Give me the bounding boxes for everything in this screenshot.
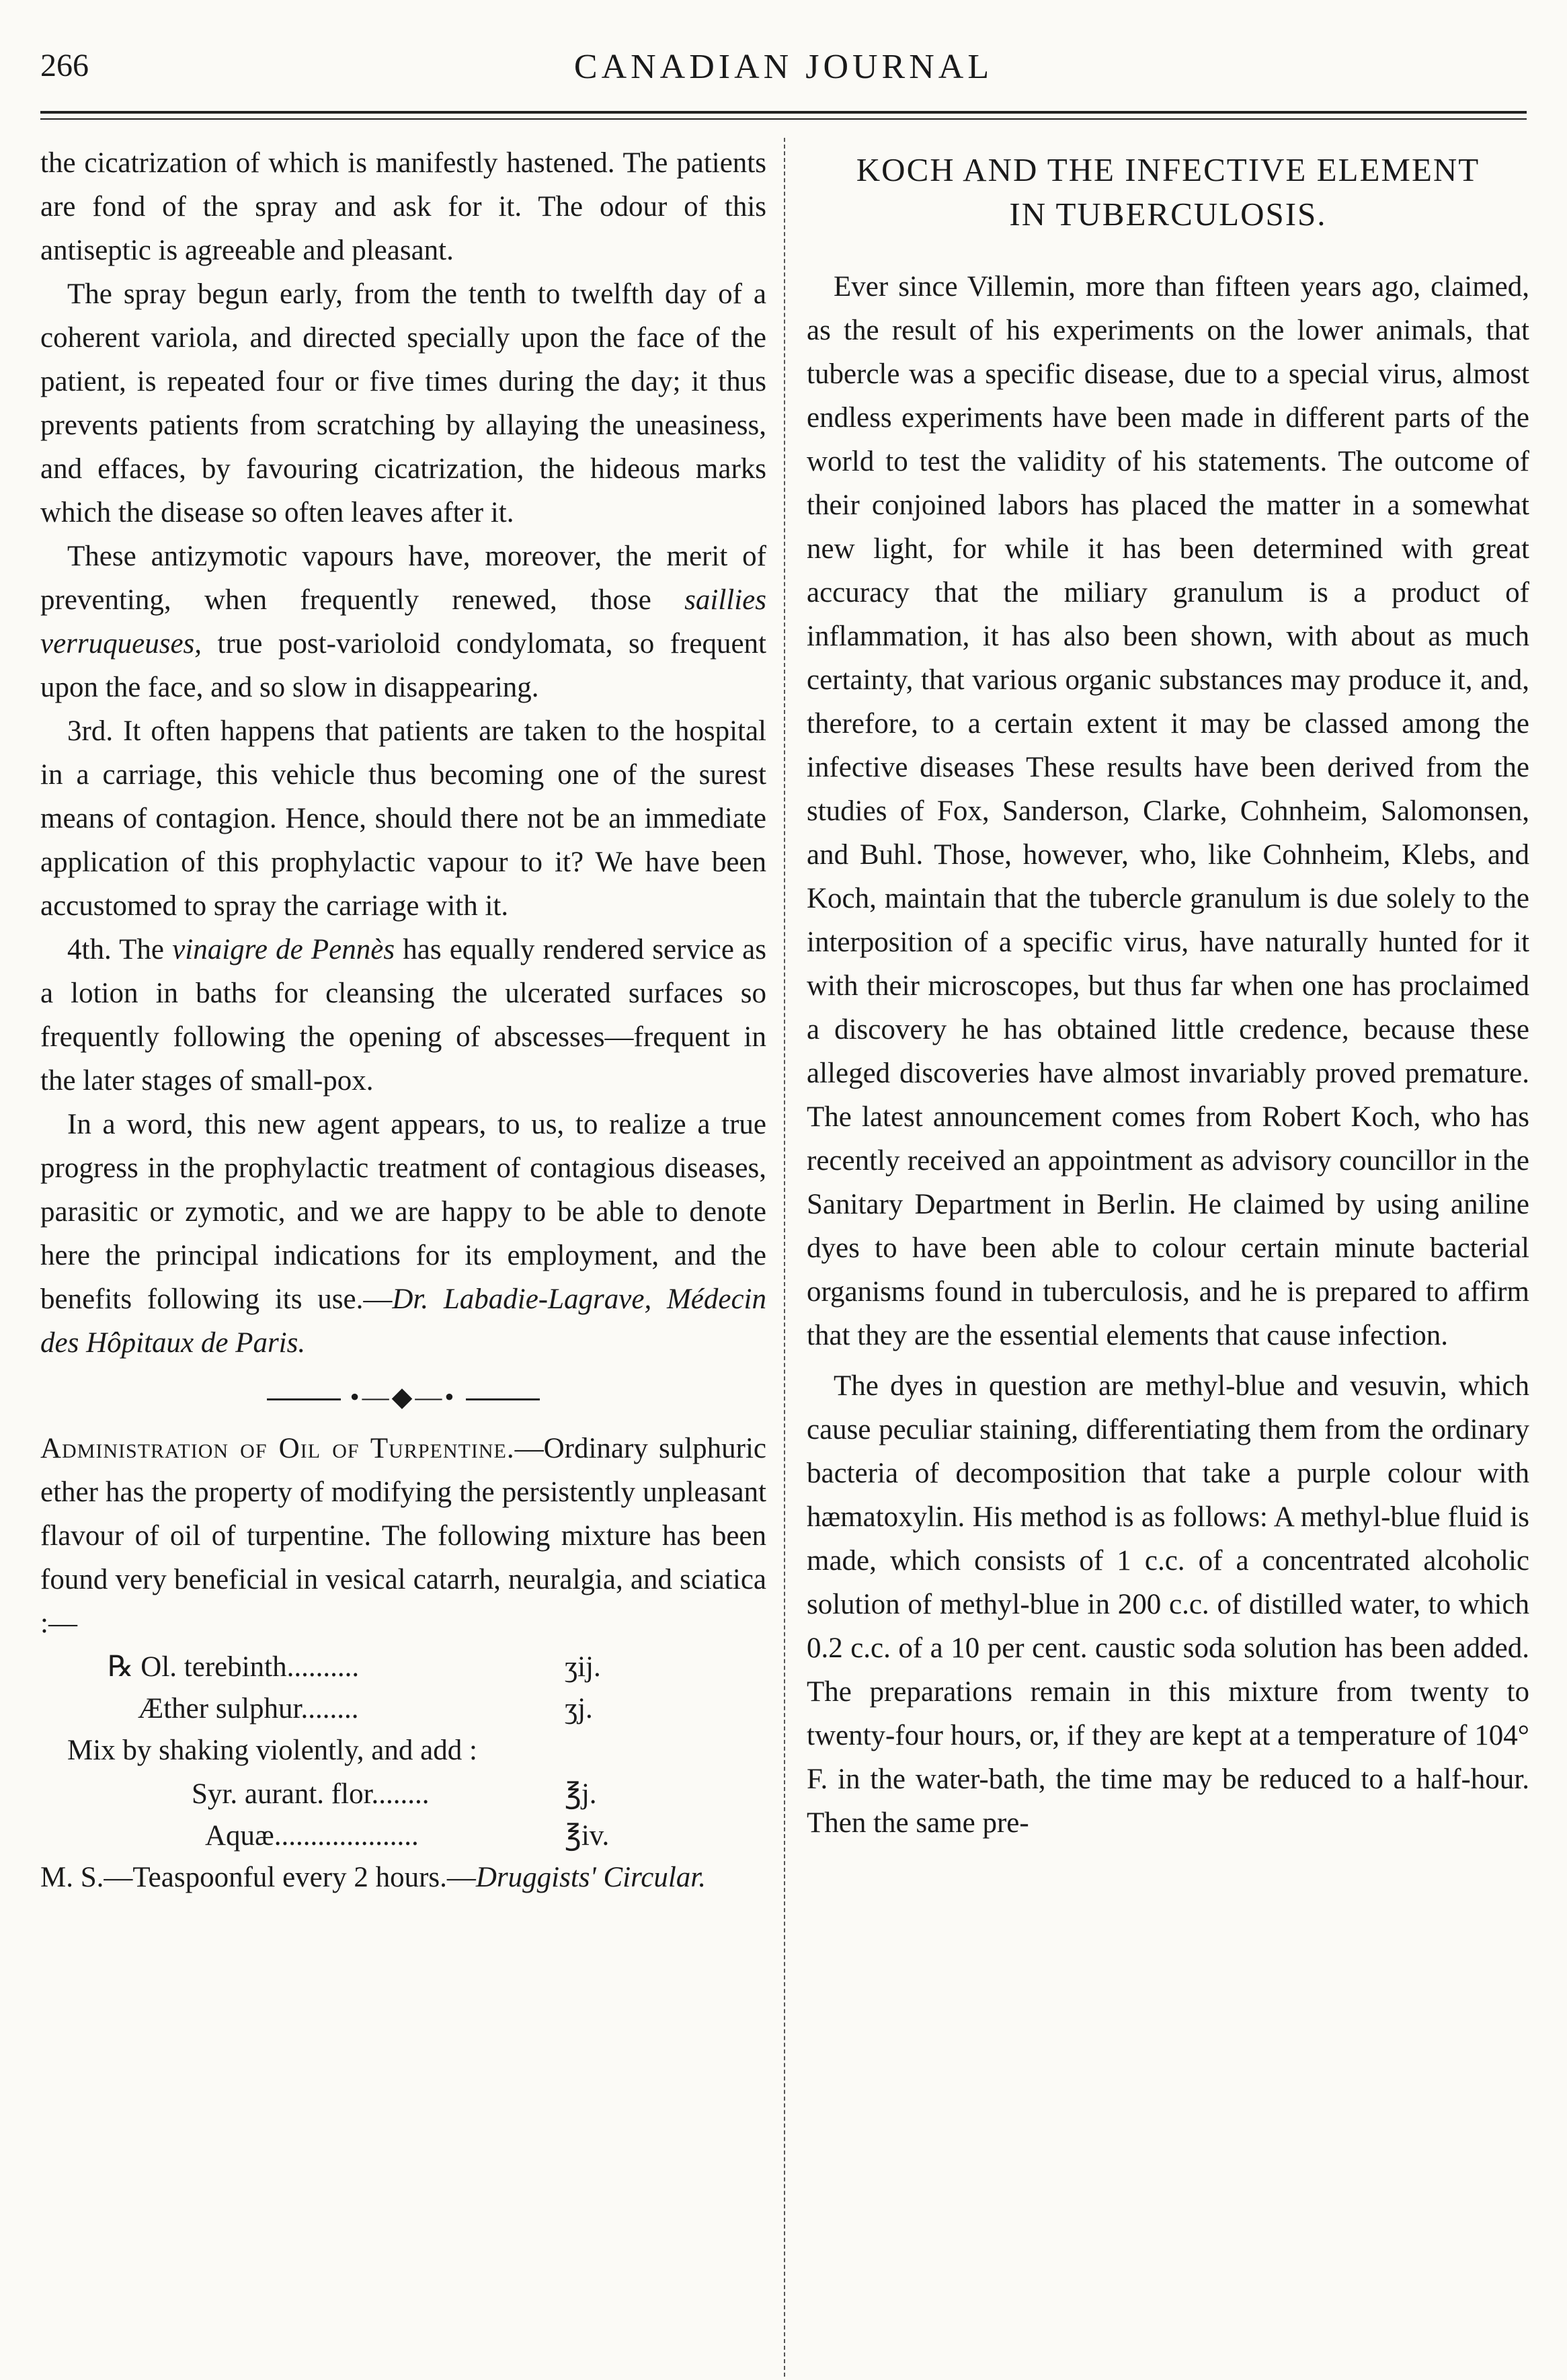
ornament-rule	[267, 1398, 341, 1400]
paragraph: The dyes in question are methyl-blue and vesuvin, which cause peculiar staining, differentiating them from the ordinary bacteria of decomposition that take a purple colour with hæmatoxylin. His method is as follows: A methyl-blue fluid is made, which consists of 1 c.c. of a concentrated alcoholic solution of methyl-blue in 200 c.c. of distilled water, to which 0.2 c.c. of a 10 per cent. caustic soda solution has been added. The preparations remain in this mixture from twenty to twenty-four hours, or, if they are kept at a temperature of 104° F. in the water-bath, the time may be reduced to a half-hour. Then the same pre-	[807, 1370, 1529, 1839]
journal-title: CANADIAN JOURNAL	[573, 48, 994, 86]
paragraph: the cicatrization of which is manifestly hastened. The patients are fond of the spray and ask for it. The odour of this antiseptic is agreeable and pleasant.	[40, 147, 766, 266]
text-run: true post-varioloid condylomata, so frequent upon the face, and so slow in disappearing.	[40, 628, 766, 703]
header-rule-thin	[40, 118, 1527, 120]
ingredient-amount: ℥j.	[565, 1778, 597, 1810]
section-ornament	[40, 1384, 766, 1411]
prescription	[40, 1645, 766, 1856]
paragraph	[40, 1103, 766, 1365]
paragraph	[40, 1856, 766, 1899]
ornament-glyph: •—◆—•	[350, 1382, 457, 1412]
italic-term: saillies verruqueuses,	[40, 584, 766, 660]
paragraph	[40, 1427, 766, 1645]
prescription-line	[40, 1645, 766, 1687]
prescription-instruction: Mix by shaking violently, and add :	[67, 1735, 477, 1766]
running-head	[40, 47, 1527, 101]
paragraph	[40, 534, 766, 709]
article-title	[807, 148, 1529, 237]
ingredient: Syr. aurant. flor........	[192, 1778, 430, 1810]
citation: Dr. Labadie-Lagrave, Médecin des Hôpitaux de Paris.	[40, 1283, 766, 1359]
text-run: M. S.—Teaspoonful every 2 hours.—	[40, 1862, 476, 1893]
ingredient: Æther sulphur........	[138, 1693, 359, 1724]
text-run: In a word, this new agent appears, to us, to realize a true progress in the prophylactic treatment of contagious diseases, parasitic or zymotic, and we are happy to be able to denote here the principal indications for its employment, and the benefits following its use.—	[40, 1109, 766, 1315]
column-divider	[784, 138, 785, 2377]
text-run: 4th. The	[67, 934, 173, 965]
paragraph	[40, 928, 766, 1103]
ingredient: Aquæ....................	[205, 1820, 419, 1852]
ornament-rule	[466, 1398, 540, 1400]
italic-term: vinaigre de Pennès	[172, 934, 395, 965]
prescription-line	[40, 1772, 766, 1814]
ingredient: ℞ Ol. terebinth..........	[108, 1651, 360, 1683]
article-title-line: KOCH AND THE INFECTIVE ELEMENT	[856, 151, 1480, 188]
ingredient-amount: ʒj.	[565, 1693, 593, 1724]
left-column	[40, 141, 766, 1899]
paragraph: The spray begun early, from the tenth to twelfth day of a coherent variola, and directed specially upon the face of the patient, is repeated four or five times during the day; it thus prevents patients from scratching by allaying the uneasiness, and effaces, by favouring cicatrization, the hideous marks which the disease so often leaves after it.	[40, 278, 766, 528]
citation: Druggists' Circular.	[475, 1862, 707, 1893]
text-run: —Ordinary sulphuric ether has the property of modifying the persistently unpleasant flavour of oil of turpentine. The following mixture has been found very beneficial in vesical catarrh, neuralgia, and sciatica :—	[40, 1433, 766, 1639]
prescription-line	[40, 1814, 766, 1856]
page-number: 266	[40, 48, 89, 83]
section-heading: Administration of Oil of Turpentine.	[40, 1433, 515, 1464]
ingredient-amount: ℥iv.	[565, 1820, 610, 1852]
paragraph: 3rd. It often happens that patients are taken to the hospital in a carriage, this vehicle thus becoming one of the surest means of contagion. Hence, should there not be an immediate application of this prophylactic vapour to it? We have been accustomed to spray the carriage with it.	[40, 715, 766, 922]
article-title-line: IN TUBERCULOSIS.	[1009, 196, 1327, 233]
text-run: These antizymotic vapours have, moreover, the merit of preventing, when frequently renewed, those	[40, 541, 766, 616]
header-rule	[40, 111, 1527, 114]
prescription-line	[40, 1687, 766, 1729]
right-column	[807, 141, 1529, 1845]
ingredient-amount: ʒij.	[565, 1651, 601, 1683]
paragraph: Ever since Villemin, more than fifteen years ago, claimed, as the result of his experiments on the lower animals, that tubercle was a specific disease, due to a special virus, almost endless experiments have been made in different parts of the world to test the validity of his statements. The outcome of their conjoined labors has placed the matter in a somewhat new light, for while it has been determined with great accuracy that the miliary granulum is a product of inflammation, it has also been shown, with about as much certainty, that various organic substances may produce it, and, therefore, to a certain extent it may be classed among the infective diseases These results have been derived from the studies of Fox, Sanderson, Clarke, Cohnheim, Salomonsen, and Buhl. Those, however, who, like Cohnheim, Klebs, and Koch, maintain that the tubercle granulum is due solely to the interposition of a specific virus, have naturally hunted for it with their microscopes, but thus far when one has proclaimed a discovery he has obtained little credence, because these alleged discoveries have almost invariably proved premature. The latest announcement comes from Robert Koch, who has recently received an appointment as advisory councillor in the Sanitary Department in Berlin. He claimed by using aniline dyes to have been able to colour certain minute bacterial organisms found in tuberculosis, and he is prepared to affirm that they are the essential elements that cause infection.	[807, 271, 1529, 1351]
text-run: has equally rendered service as a lotion in baths for cleansing the ulcerated surfaces so frequently following the opening of abscesses—frequent in the later stages of small-pox.	[40, 934, 766, 1097]
